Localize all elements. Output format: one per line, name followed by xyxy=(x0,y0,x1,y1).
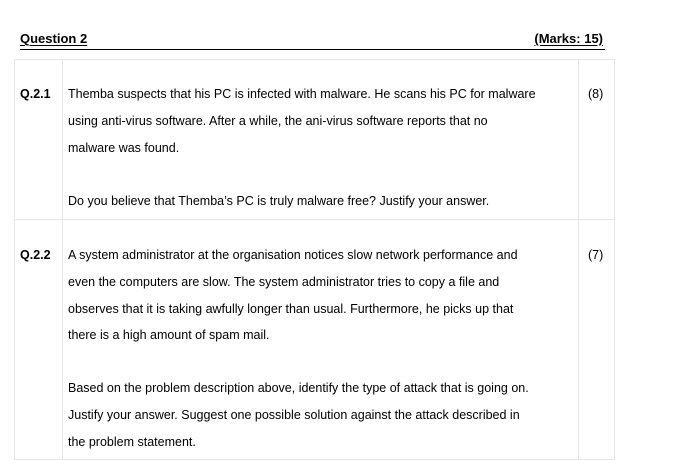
question-header xyxy=(20,31,605,50)
question-text-line: Do you believe that Themba’s PC is truly malware free? Justify your answer. xyxy=(68,194,490,208)
grid-line-left xyxy=(14,59,15,460)
question-text-line: A system administrator at the organisation notices slow network performance and xyxy=(68,248,518,262)
question-marks: (8) xyxy=(588,87,604,101)
grid-line-col2 xyxy=(578,59,579,460)
question-marks: (7) xyxy=(588,248,604,262)
grid-line-middle xyxy=(14,219,614,220)
question-number: Q.2.1 xyxy=(20,87,51,101)
question-text-line: there is a high amount of spam mail. xyxy=(68,328,270,342)
question-number: Q.2.2 xyxy=(20,248,51,262)
question-text-line: even the computers are slow. The system administrator tries to copy a file and xyxy=(68,275,500,289)
question-text-line: Justify your answer. Suggest one possible solution against the attack described in xyxy=(68,408,520,422)
grid-line-top xyxy=(14,59,614,60)
total-marks: (Marks: 15) xyxy=(534,31,603,46)
question-text-line: Themba suspects that his PC is infected with malware. He scans his PC for malware xyxy=(68,87,536,101)
grid-line-right xyxy=(614,59,615,460)
grid-line-bottom xyxy=(14,459,614,460)
question-text-line: the problem statement. xyxy=(68,435,196,449)
question-text-line: observes that it is taking awfully longer than usual. Furthermore, he picks up that xyxy=(68,302,514,316)
question-text-line: using anti-virus software. After a while, the ani-virus software reports that no xyxy=(68,114,488,128)
question-text-line: Based on the problem description above, identify the type of attack that is going on. xyxy=(68,381,529,395)
question-title: Question 2 xyxy=(20,31,88,46)
grid-line-col1 xyxy=(62,59,63,460)
question-text-line: malware was found. xyxy=(68,141,180,155)
